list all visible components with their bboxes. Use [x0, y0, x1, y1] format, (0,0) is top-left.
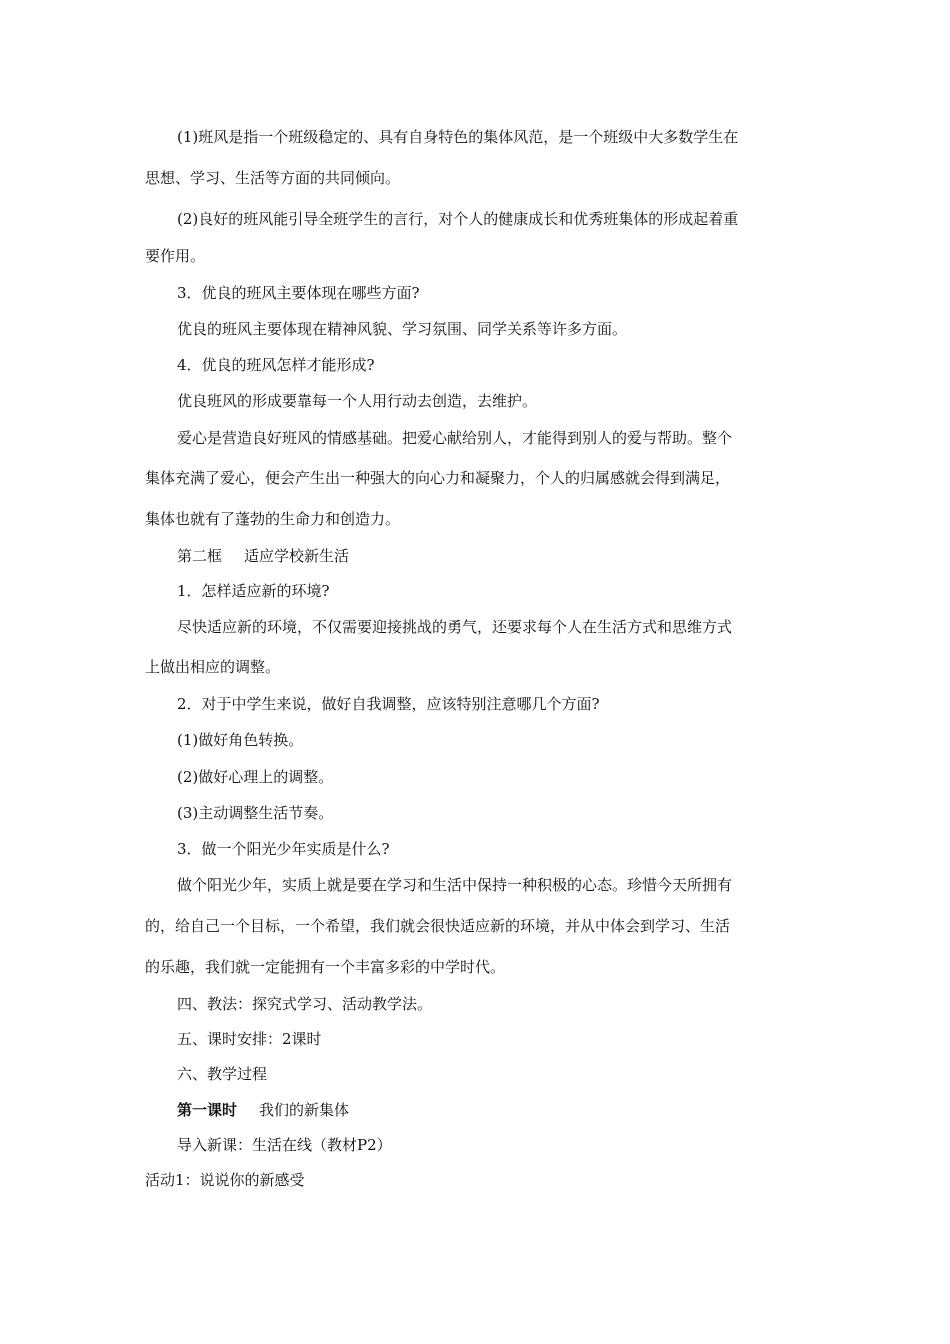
- paragraph-line: 思想、学习、生活等方面的共同倾向。: [145, 169, 401, 187]
- paragraph-line: 做个阳光少年，实质上就是要在学习和生活中保持一种积极的心态。珍惜今天所拥有: [177, 876, 733, 894]
- section-label: 第二框: [177, 547, 223, 565]
- paragraph-line: 尽快适应新的环境，不仅需要迎接挑战的勇气，还要求每个人在生活方式和思维方式: [177, 618, 733, 636]
- paragraph-line: 的乐趣，我们就一定能拥有一个丰富多彩的中学时代。: [145, 958, 506, 976]
- outline-heading: 四、教法：探究式学习、活动教学法。: [177, 995, 433, 1013]
- section-heading: [177, 546, 349, 566]
- outline-heading: 五、课时安排：2课时: [177, 1030, 322, 1048]
- outline-heading: 六、教学过程: [177, 1065, 268, 1083]
- paragraph-line: 集体充满了爱心，便会产生出一种强大的向心力和凝聚力，个人的归属感就会得到满足，: [145, 469, 731, 487]
- paragraph-line: 优良班风的形成要靠每一个人用行动去创造，去维护。: [177, 392, 538, 410]
- list-item: (1)做好角色转换。: [177, 731, 304, 749]
- lesson-title: 我们的新集体: [259, 1101, 350, 1119]
- paragraph-line: 要作用。: [145, 247, 206, 265]
- question-heading: 1．怎样适应新的环境?: [177, 582, 330, 600]
- paragraph-line: 导入新课：生活在线（教材P2）: [177, 1136, 392, 1154]
- activity-heading: 活动1：说说你的新感受: [145, 1171, 305, 1189]
- paragraph-line: 爱心是营造良好班风的情感基础。把爱心献给别人，才能得到别人的爱与帮助。整个: [177, 429, 733, 447]
- list-item: (3)主动调整生活节奏。: [177, 804, 334, 822]
- question-heading: 2．对于中学生来说，做好自我调整，应该特别注意哪几个方面?: [177, 695, 600, 713]
- lesson-label: 第一课时: [177, 1101, 238, 1119]
- paragraph-line: 优良的班风主要体现在精神风貌、学习氛围、同学关系等许多方面。: [177, 320, 628, 338]
- question-heading: 4．优良的班风怎样才能形成?: [177, 356, 375, 374]
- paragraph-line: (2)良好的班风能引导全班学生的言行，对个人的健康成长和优秀班集体的形成起着重: [177, 210, 739, 228]
- question-heading: 3．优良的班风主要体现在哪些方面?: [177, 284, 420, 302]
- paragraph-line: 上做出相应的调整。: [145, 658, 281, 676]
- lesson-heading: [177, 1100, 349, 1120]
- section-title: 适应学校新生活: [244, 547, 350, 565]
- paragraph-line: 集体也就有了蓬勃的生命力和创造力。: [145, 510, 401, 528]
- question-heading: 3．做一个阳光少年实质是什么?: [177, 840, 390, 858]
- paragraph-line: 的，给自己一个目标，一个希望，我们就会很快适应新的环境，并从中体会到学习、生活: [145, 917, 731, 935]
- paragraph-line: (1)班风是指一个班级稳定的、具有自身特色的集体风范，是一个班级中大多数学生在: [177, 128, 739, 146]
- list-item: (2)做好心理上的调整。: [177, 768, 334, 786]
